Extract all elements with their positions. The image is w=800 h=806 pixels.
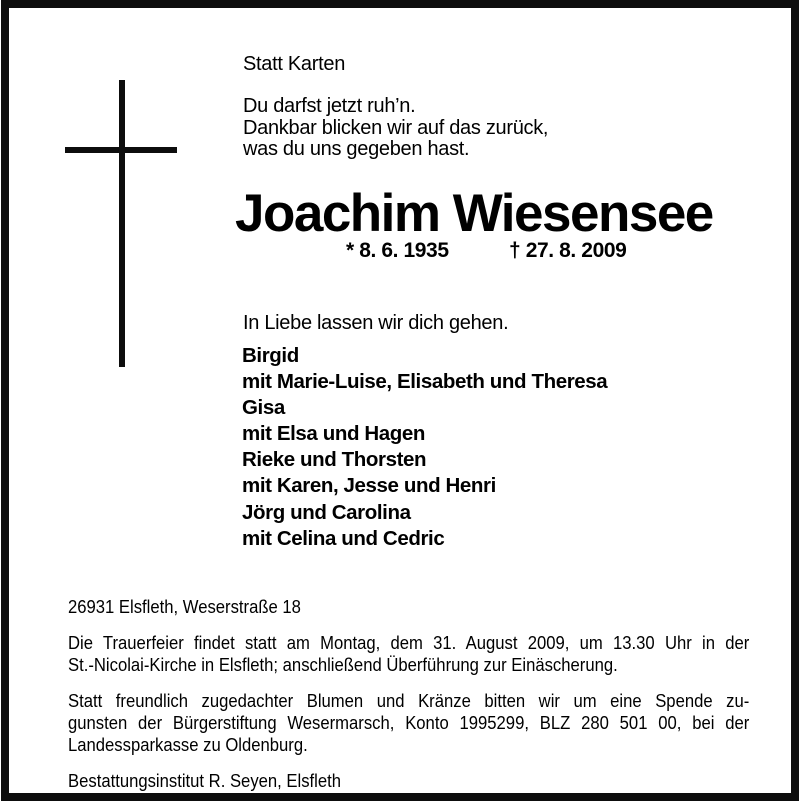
mourner-line: mit Celina und Cedric	[242, 526, 445, 550]
service-info-line: St.-Nicolai-Kirche in Elsfleth; anschließend Überführung zur Einäscherung.	[68, 654, 618, 675]
mourner-line: mit Marie-Luise, Elisabeth und Theresa	[242, 370, 608, 394]
mourner-line: Rieke und Thorsten	[242, 448, 427, 472]
donation-info-line: gunsten der Bürgerstiftung Wesermarsch, Konto 1995299, BLZ 280 501 00, bei der	[68, 712, 750, 733]
funeral-home: Bestattungsinstitut R. Seyen, Elsfleth	[68, 770, 342, 791]
poem-line: was du uns gegeben hast.	[243, 138, 470, 160]
mourner-line: Gisa	[242, 396, 285, 420]
poem-line: Dankbar blicken wir auf das zurück,	[243, 116, 549, 139]
memorial-poem	[243, 96, 548, 161]
donation-info	[68, 690, 749, 756]
notice-details	[68, 596, 749, 792]
death-date: † 27. 8. 2009	[509, 239, 627, 262]
service-info-line: Die Trauerfeier findet statt am Montag, dem 31. August 2009, um 13.30 Uhr in der	[68, 632, 750, 653]
donation-info-line: Landessparkasse zu Oldenburg.	[68, 734, 308, 755]
deceased-name: Joachim Wiesensee	[235, 184, 713, 243]
mourner-line: mit Karen, Jesse und Henri	[242, 474, 496, 498]
service-info	[68, 632, 749, 676]
mourners-list	[242, 343, 607, 552]
statt-karten-label: Statt Karten	[243, 53, 346, 75]
obituary-notice	[1, 0, 799, 801]
mourner-line: Birgid	[242, 344, 299, 367]
mourner-line: Jörg und Carolina	[242, 500, 411, 524]
mourner-line: mit Elsa und Hagen	[242, 422, 426, 446]
home-address: 26931 Elsfleth, Weserstraße 18	[68, 596, 301, 617]
birth-date: * 8. 6. 1935	[346, 239, 449, 262]
poem-line: Du darfst jetzt ruh’n.	[243, 95, 416, 117]
farewell-line: In Liebe lassen wir dich gehen.	[243, 312, 509, 334]
donation-info-line: Statt freundlich zugedachter Blumen und Kränze bitten wir um eine Spende zu-	[68, 690, 750, 711]
cross-icon	[65, 147, 177, 153]
cross-icon	[119, 80, 125, 367]
